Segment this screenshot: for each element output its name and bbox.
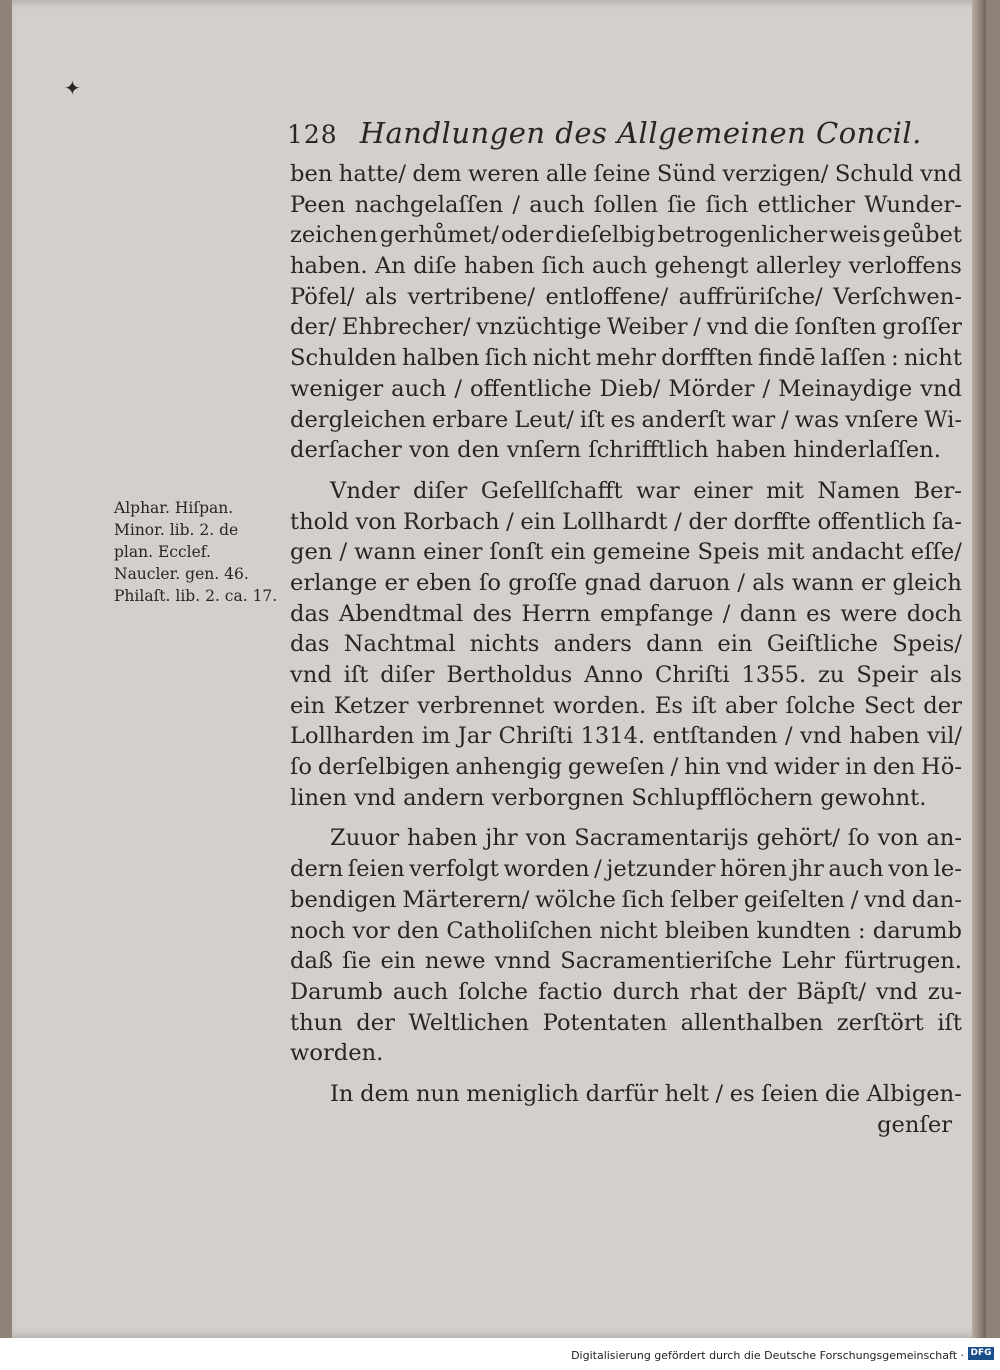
text-line: ben hatte/ dem weren alle ſeine Sünd verzigen/ Schuld vnd (290, 161, 962, 187)
marginal-note-line: plan. Ecclef. (114, 543, 211, 561)
text-line: Lollharden im Jar Chriſti 1314. entſtanden / vnd haben vil/ (290, 723, 962, 750)
marginal-note-line: Alphar. Hiſpan. (114, 499, 234, 517)
text-line: derſacher von den vnſern ſchrifftlich haben hinderlaſſen. (290, 437, 941, 464)
marginal-note (114, 497, 294, 607)
text-line: thun der Weltlichen Potentaten allenthalben zerſtört iſt (290, 1009, 962, 1036)
text-line: vnd iſt diſer Bertholdus Anno Chriſti 1355. zu Speir als (290, 662, 962, 688)
text-line: ſo derſelbigen anhengig geweſen / hin vnd wider in den Hö- (290, 754, 962, 781)
text-line: ein Ketzer verbrennet worden. Es iſt aber ſolche Sect der (290, 692, 962, 719)
paragraph-gap (290, 1069, 962, 1079)
text-line: das Abendtmal des Herrn empfange / dann es were doch (290, 600, 962, 627)
paragraph-gap (290, 813, 962, 823)
text-line: daß ſie ein newe vnnd Sacramentieriſche Lehr fürtrugen. (290, 948, 962, 975)
footer-bar (0, 1338, 1000, 1370)
body-text (290, 159, 962, 1140)
text-line: der/ Ehbrecher/ vnzüchtige Weiber / vnd die ſonſten groſſer (290, 314, 962, 341)
text-line: Schulden halben ſich nicht mehr dorfften findē laſſen : nicht (290, 345, 962, 372)
text-line: noch vor den Catholiſchen nicht bleiben kundten : darumb (290, 917, 962, 944)
text-line: thold von Rorbach / ein Lollhardt / der dorffte offentlich ſa- (290, 508, 962, 535)
dfg-logo: DFG (968, 1347, 994, 1360)
running-head (287, 116, 967, 150)
text-line: das Nachtmal nichts anders dann ein Geiſtliche Speis/ (290, 631, 962, 658)
text-line: gen / wann einer ſonſt ein gemeine Speis mit andacht eſſe/ (290, 539, 962, 566)
catchword: genſer (877, 1111, 952, 1138)
text-line: Darumb auch ſolche factio durch rhat der Bäpſt/ vnd zu- (290, 978, 962, 1005)
funding-credit: Digitalisierung gefördert durch die Deutsche Forschungsgemeinschaft · (571, 1349, 964, 1362)
text-line: dergleichen erbare Leut/ iſt es anderſt war / was vnſere Wi- (290, 406, 962, 433)
ink-mark: ✦ (64, 76, 81, 100)
text-line: Pöfel/ als vertribene/ entloffene/ auffrüriſche/ Verſchwen- (290, 283, 962, 310)
marginal-note-line: Naucler. gen. 46. (114, 565, 249, 583)
text-line: dern ſeien verfolgt worden / jetzunder hören jhr auch von le- (290, 856, 962, 883)
text-line: weniger auch / offentliche Dieb/ Mörder / Meinaydige vnd (290, 375, 962, 402)
text-line: zeichen gerhůmet/ oder dieſelbig betrogenlicher weis geůbet (290, 222, 962, 249)
text-line: In dem nun meniglich darfür helt / es ſeien die Albigen- (330, 1080, 962, 1107)
text-line: Peen nachgelaſſen / auch ſollen ſie ſich ettlicher Wunder- (290, 191, 962, 218)
text-line: Vnder diſer Geſellſchafft war einer mit Namen Ber- (330, 477, 962, 504)
header-title: Handlungen des Allgemeinen Concil. (359, 116, 922, 150)
paragraph-gap (290, 466, 962, 476)
text-line: bendigen Märterern/ wölche ſich ſelber geiſelten / vnd dan- (290, 886, 962, 913)
marginal-note-line: Philaſt. lib. 2. ca. 17. (114, 587, 278, 605)
text-line: Zuuor haben jhr von Sacramentarijs gehört/ ſo von an- (330, 825, 962, 852)
text-line: haben. An diſe haben ſich auch gehengt allerley verloffens (290, 253, 962, 280)
page-number: 128 (287, 120, 338, 149)
text-line: worden. (290, 1040, 384, 1067)
page-edge (972, 0, 986, 1338)
text-line: erlange er eben ſo groſſe gnad daruon / als wann er gleich (290, 569, 962, 596)
marginal-note-line: Minor. lib. 2. de (114, 521, 239, 539)
text-line: linen vnd andern verborgnen Schlupfflöchern gewohnt. (290, 784, 927, 811)
